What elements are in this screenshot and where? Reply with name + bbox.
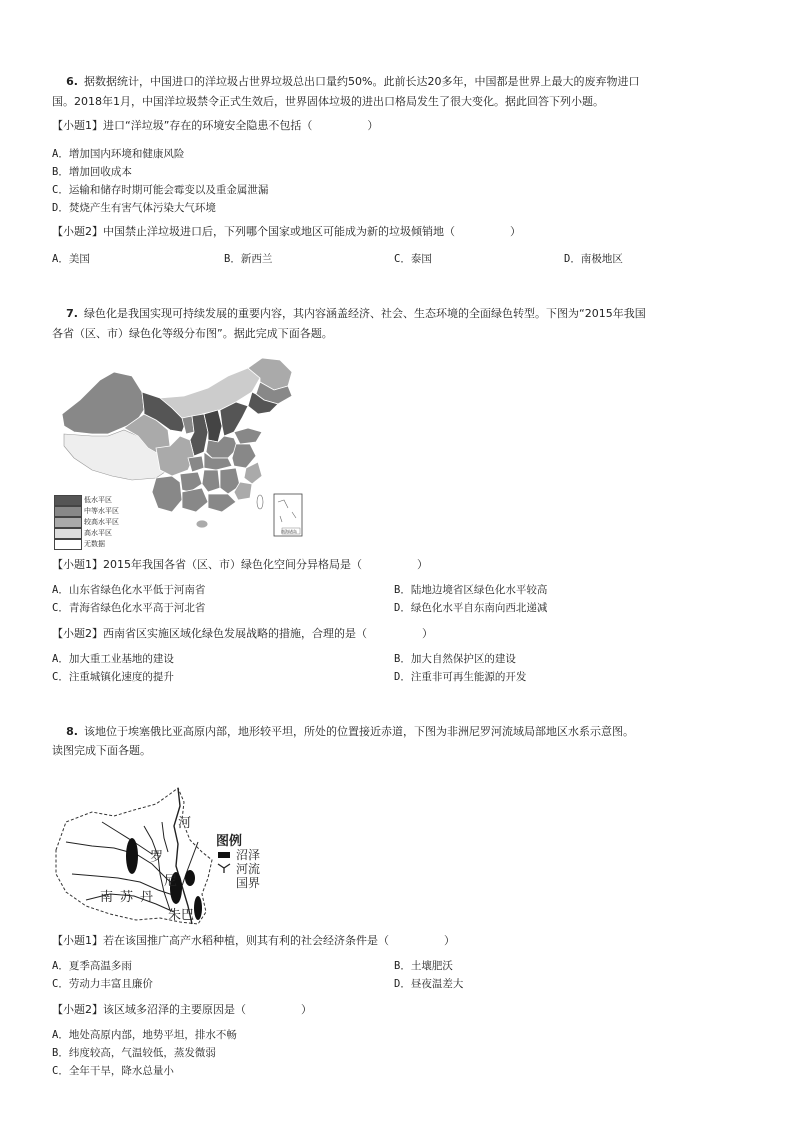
inset-label: 南海诸岛 bbox=[281, 529, 297, 534]
q7-sub2-option-b: B．加大自然保护区的建设 bbox=[394, 653, 516, 665]
legend-river-symbol bbox=[216, 862, 232, 874]
q6-sub2-option-c: C．泰国 bbox=[394, 253, 432, 265]
q7-sub2-option-d: D．注重非可再生能源的开发 bbox=[394, 671, 527, 683]
legend-swatch-medium bbox=[54, 506, 82, 517]
q7-sub1-option-c: C．青海省绿色化水平高于河北省 bbox=[52, 602, 206, 614]
q8-sub1-option-a: A．夏季高温多雨 bbox=[52, 960, 132, 972]
q8-stem-text1: 该地位于埃塞俄比亚高原内部，地形较平坦，所处的位置接近赤道，下图为非洲尼罗河流域局部地区水系示意图。 bbox=[84, 725, 634, 738]
legend-swamp-swatch bbox=[218, 852, 230, 858]
q6-sub1-option-d: D．焚烧产生有害气体污染大气环境 bbox=[52, 202, 216, 214]
q7-sub2-option-c: C．注重城镇化速度的提升 bbox=[52, 671, 174, 683]
q8-stem-line1 bbox=[52, 722, 742, 742]
q6-sub1-option-a: A．增加国内环境和健康风险 bbox=[52, 148, 185, 160]
legend-swatch-higher bbox=[54, 517, 82, 528]
q7-sub1-option-b: B．陆地边境省区绿色化水平较高 bbox=[394, 584, 548, 596]
legend-swatch-low bbox=[54, 495, 82, 506]
map-label-dan: 丹 bbox=[140, 890, 154, 905]
q7-stem-line1 bbox=[52, 304, 742, 324]
nile-legend-title: 图例 bbox=[216, 834, 243, 849]
q8-sub1-option-b: B．土壤肥沃 bbox=[394, 960, 453, 972]
legend-nodata-label: 无数据 bbox=[84, 540, 105, 548]
q7-sub1-option-a: A．山东省绿色化水平低于河南省 bbox=[52, 584, 206, 596]
q6-stem-line2: 国。2018年1月，中国洋垃圾禁令正式生效后，世界固体垃圾的进出口格局发生了很大变化。据此回答下列小题。 bbox=[52, 95, 604, 108]
q6-sub2-option-a: A．美国 bbox=[52, 253, 90, 265]
q6-sub2-option-b: B．新西兰 bbox=[224, 253, 273, 265]
map-label-juba: 朱巴 bbox=[168, 908, 195, 923]
q7-stem-text1: 绿色化是我国实现可持续发展的重要内容，其内容涵盖经济、社会、生态环境的全面绿色转型。下图为“2015年我国 bbox=[84, 307, 646, 320]
legend-swamp-label: 沼泽 bbox=[236, 848, 261, 862]
map-label-luo: 罗 bbox=[150, 850, 164, 865]
q6-sub2-option-d: D．南极地区 bbox=[564, 253, 623, 265]
q7-sub1-question: 【小题1】2015年我国各省（区、市）绿色化空间分异格局是（ ） bbox=[52, 558, 428, 571]
map-label-su: 苏 bbox=[120, 890, 134, 905]
q8-sub1-option-c: C．劳动力丰富且廉价 bbox=[52, 978, 153, 990]
legend-higher-label: 较高水平区 bbox=[84, 518, 119, 526]
q8-stem-line2: 读图完成下面各题。 bbox=[52, 744, 151, 757]
q6-sub1-option-c: C．运输和储存时期可能会霉变以及重金属泄漏 bbox=[52, 184, 269, 196]
q7-sub2-option-a: A．加大重工业基地的建设 bbox=[52, 653, 174, 665]
map-label-nan: 南 bbox=[100, 890, 114, 905]
q6-sub1-question: 【小题1】进口“洋垃圾”存在的环境安全隐患不包括（ ） bbox=[52, 119, 379, 132]
legend-high-label: 高水平区 bbox=[84, 529, 112, 537]
q8-sub2-option-c: C．全年干旱，降水总量小 bbox=[52, 1065, 174, 1077]
map-label-ni: 尼 bbox=[164, 874, 178, 889]
legend-swatch-high bbox=[54, 528, 82, 539]
q6-sub1-option-b: B．增加回收成本 bbox=[52, 166, 132, 178]
q7-sub1-option-d: D．绿色化水平自东南向西北递减 bbox=[394, 602, 548, 614]
q8-sub2-question: 【小题2】该区域多沼泽的主要原因是（ ） bbox=[52, 1003, 312, 1016]
q8-sub2-option-b: B．纬度较高，气温较低，蒸发微弱 bbox=[52, 1047, 216, 1059]
legend-low-label: 低水平区 bbox=[84, 496, 112, 504]
legend-border-label: 国界 bbox=[236, 876, 261, 890]
q8-sub2-option-a: A．地处高原内部，地势平坦，排水不畅 bbox=[52, 1029, 237, 1041]
map-label-he: 河 bbox=[178, 816, 192, 831]
q8-sub1-question: 【小题1】若在该国推广高产水稻种植，则其有利的社会经济条件是（ ） bbox=[52, 934, 455, 947]
legend-swatch-nodata bbox=[54, 539, 82, 550]
q7-stem-line2: 各省（区、市）绿色化等级分布图”。据此完成下面各题。 bbox=[52, 327, 333, 340]
q6-sub2-question: 【小题2】中国禁止洋垃圾进口后，下列哪个国家或地区可能成为新的垃圾倾销地（ ） bbox=[52, 225, 521, 238]
legend-river-label: 河流 bbox=[236, 862, 261, 876]
q6-stem-line1 bbox=[52, 72, 742, 92]
q8-number: 8. bbox=[66, 725, 78, 738]
q8-sub1-option-d: D．昼夜温差大 bbox=[394, 978, 464, 990]
q7-number: 7. bbox=[66, 307, 78, 320]
q7-sub2-question: 【小题2】西南省区实施区域化绿色发展战略的措施，合理的是（ ） bbox=[52, 627, 433, 640]
q6-number: 6. bbox=[66, 75, 78, 88]
q6-stem-text1: 据数据统计，中国进口的洋垃圾占世界垃圾总出口量约50%。此前长达20多年，中国都是世界上最大的废弃物进口 bbox=[84, 75, 640, 88]
legend-medium-label: 中等水平区 bbox=[84, 507, 119, 515]
